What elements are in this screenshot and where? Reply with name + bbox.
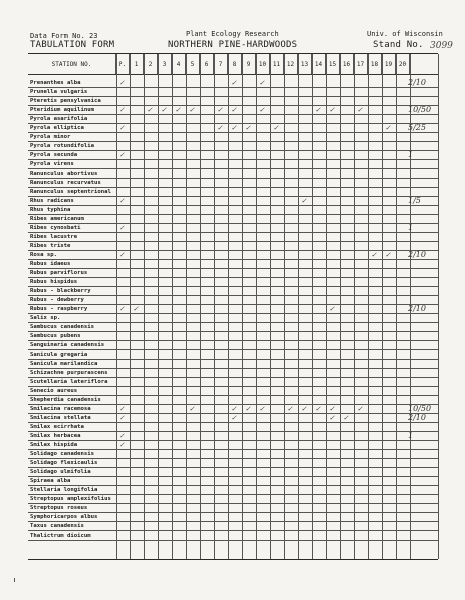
check-mark-icon: ✓ [119, 305, 125, 314]
table-row [28, 532, 438, 541]
table-row [28, 378, 438, 387]
check-mark-icon: ✓ [273, 124, 279, 133]
species-name: Prenanthes alba [30, 80, 81, 86]
check-mark-icon: ✓ [175, 106, 181, 115]
species-name: Schizachne purpurascens [30, 369, 108, 376]
species-name: Ribes americanum [30, 215, 84, 222]
species-name: Thalictrum dioicum [30, 532, 91, 539]
station-column-header: 17 [354, 54, 368, 75]
station-column-header: 6 [200, 54, 214, 75]
check-mark-icon: ✓ [301, 196, 307, 205]
row-total: 5/25 [408, 123, 426, 133]
row-total: 2/10 [408, 249, 426, 259]
row-total: 10/50 [408, 403, 432, 413]
species-name: Sanicula marilandica [30, 360, 98, 367]
table-row [28, 341, 438, 350]
species-name: Pyrola asarifolia [30, 116, 88, 123]
table-row [28, 323, 438, 332]
species-name: Pyrola elliptica [30, 125, 84, 132]
table-row [28, 224, 438, 233]
table-row [28, 260, 438, 269]
station-column-header: 15 [326, 54, 340, 75]
species-name: Ribes lacustre [30, 233, 78, 240]
station-column-header: 19 [382, 54, 396, 75]
check-mark-icon: ✓ [161, 106, 167, 115]
species-name: Sambucus pubens [30, 333, 81, 340]
row-total: 1 [408, 150, 414, 160]
check-mark-icon: ✓ [189, 404, 195, 413]
species-name: Stellaria longifolia [30, 487, 98, 494]
table-row [28, 468, 438, 477]
table-row [28, 115, 438, 124]
station-column-header: 1 [130, 54, 144, 75]
species-name: Solidago ulmifolia [30, 469, 91, 476]
station-column-header: 10 [256, 54, 270, 75]
check-mark-icon: ✓ [259, 79, 265, 87]
station-column-header: 16 [340, 54, 354, 75]
table-row [28, 88, 438, 97]
check-mark-icon: ✓ [119, 404, 125, 413]
row-total: 1 [408, 430, 414, 440]
species-name: Rubus - blackberry [30, 288, 91, 295]
check-mark-icon: ✓ [231, 106, 237, 115]
form-type: TABULATION FORM [30, 40, 115, 50]
species-name: Senecio aureus [30, 387, 78, 394]
table-row [28, 522, 438, 531]
species-name: Ribes cynosbati [30, 224, 81, 231]
species-name: Rubus parviflorus [30, 270, 88, 277]
check-mark-icon: ✓ [119, 151, 125, 160]
table-row [28, 314, 438, 323]
check-mark-icon: ✓ [119, 413, 125, 422]
check-mark-icon: ✓ [119, 79, 125, 87]
species-name: Rubus - dewberry [30, 297, 84, 304]
species-name: Ranunculus recurvatus [30, 179, 101, 186]
station-column-header: 20 [396, 54, 410, 75]
check-mark-icon: ✓ [259, 404, 265, 413]
row-total: 1/5 [408, 195, 421, 205]
form-number: Data Form No. 23 [30, 32, 98, 40]
check-mark-icon: ✓ [119, 124, 125, 133]
species-name: Pteridium aquilinum [30, 107, 94, 114]
table-row [28, 233, 438, 242]
table-row [28, 133, 438, 142]
check-mark-icon: ✓ [119, 223, 125, 232]
check-mark-icon: ✓ [357, 404, 363, 413]
table-row [28, 242, 438, 251]
station-column-header: 8 [228, 54, 242, 75]
station-column-header: 11 [270, 54, 284, 75]
p-column-header: P. [116, 54, 130, 75]
species-name: Streptopus roseus [30, 505, 88, 512]
table-row [28, 179, 438, 188]
species-name: Rhus typhina [30, 206, 71, 213]
check-mark-icon: ✓ [315, 404, 321, 413]
check-mark-icon: ✓ [217, 124, 223, 133]
species-name: Solidago flexicaulis [30, 460, 98, 467]
table-row [28, 206, 438, 215]
species-name: Prunella vulgaris [30, 89, 88, 96]
check-mark-icon: ✓ [231, 79, 237, 87]
station-column-header: 7 [214, 54, 228, 75]
table-row [28, 296, 438, 305]
table-row [28, 387, 438, 396]
check-mark-icon: ✓ [357, 106, 363, 115]
check-mark-icon: ✓ [315, 106, 321, 115]
table-row [28, 269, 438, 278]
table-row [28, 215, 438, 224]
table-row [28, 79, 438, 88]
species-name: Pyrola minor [30, 134, 71, 141]
species-name: Shepherdia canadensis [30, 396, 101, 403]
table-row [28, 142, 438, 151]
table-row [28, 495, 438, 504]
check-mark-icon: ✓ [147, 106, 153, 115]
species-name: Scutellaria lateriflora [30, 378, 108, 385]
check-mark-icon: ✓ [119, 196, 125, 205]
species-name: Rubus idaeus [30, 261, 71, 267]
table-row [28, 106, 438, 115]
grid-vline [438, 54, 439, 559]
table-row [28, 124, 438, 133]
check-mark-icon: ✓ [329, 404, 335, 413]
table-row [28, 450, 438, 459]
station-column-header: 9 [242, 54, 256, 75]
check-mark-icon: ✓ [259, 106, 265, 115]
table-row [28, 197, 438, 206]
table-row [28, 170, 438, 179]
station-column-header: 12 [284, 54, 298, 75]
check-mark-icon: ✓ [301, 404, 307, 413]
species-name: Streptopus amplexifolius [30, 496, 111, 503]
station-column-header: 5 [186, 54, 200, 75]
check-mark-icon: ✓ [343, 413, 349, 422]
check-mark-icon: ✓ [133, 305, 139, 314]
table-row [28, 432, 438, 441]
species-name: Sanguinaria canadensis [30, 342, 105, 349]
species-name: Pyrola rotundifolia [30, 143, 94, 150]
species-name: Rhus radicans [30, 197, 74, 204]
station-column-header: 2 [144, 54, 158, 75]
check-mark-icon: ✓ [119, 441, 125, 449]
species-name: Rubus hispidus [30, 279, 78, 286]
table-row [28, 97, 438, 106]
table-row [28, 305, 438, 314]
table-row [28, 369, 438, 378]
species-name: Smilacina stellata [30, 414, 91, 421]
check-mark-icon: ✓ [119, 106, 125, 115]
table-row [28, 513, 438, 522]
species-name: Solidago canadensis [30, 451, 94, 458]
row-total: 2/10 [408, 78, 426, 87]
species-name: Sambucus canadensis [30, 324, 94, 331]
check-mark-icon: ✓ [231, 413, 237, 422]
tally-grid [28, 53, 438, 560]
table-row [28, 405, 438, 414]
species-name: Ranunculus septentrional [30, 188, 111, 195]
station-no-header: STATION NO. [28, 54, 116, 75]
check-mark-icon: ✓ [245, 124, 251, 133]
table-row [28, 396, 438, 405]
table-row [28, 414, 438, 423]
check-mark-icon: ✓ [189, 106, 195, 115]
species-name: Sanicula gregaria [30, 351, 88, 358]
species-name: Salix sp. [30, 315, 61, 322]
row-total: 1 [408, 222, 414, 232]
species-name: Ranunculus abortivus [30, 170, 98, 177]
station-column-header: 4 [172, 54, 186, 75]
stand-number-handwritten: 3099 [430, 41, 453, 51]
table-row [28, 287, 438, 296]
check-mark-icon: ✓ [119, 431, 125, 440]
community-type: NORTHERN PINE-HARDWOODS [168, 40, 298, 50]
table-row [28, 477, 438, 486]
check-mark-icon: ✓ [119, 250, 125, 259]
station-column-header: 18 [368, 54, 382, 75]
check-mark-icon: ✓ [231, 124, 237, 133]
check-mark-icon: ✓ [329, 305, 335, 314]
species-name: Smilacina racemosa [30, 405, 91, 412]
table-row [28, 441, 438, 450]
station-column-header: 3 [158, 54, 172, 75]
table-row [28, 351, 438, 360]
check-mark-icon: ✓ [329, 413, 335, 422]
species-name: Taxus canadensis [30, 523, 84, 530]
species-name: Pyrola virens [30, 161, 74, 168]
row-total: 10/50 [408, 105, 432, 115]
check-mark-icon: ✓ [371, 250, 377, 259]
margin-tick [14, 578, 15, 582]
check-mark-icon: ✓ [287, 404, 293, 413]
species-name: Ribes triste [30, 242, 71, 249]
species-name: Symphoricarpos albus [30, 514, 98, 521]
row-total: 2/10 [408, 304, 426, 314]
check-mark-icon: ✓ [217, 106, 223, 115]
species-name: Rubus - raspberry [30, 306, 88, 313]
check-mark-icon: ✓ [231, 404, 237, 413]
row-total: 2/10 [408, 412, 426, 422]
species-name: Smilax ecirrhata [30, 423, 84, 430]
table-row [28, 486, 438, 495]
check-mark-icon: ✓ [329, 106, 335, 115]
table-row [28, 504, 438, 513]
table-row [28, 332, 438, 341]
table-row [28, 251, 438, 260]
table-row [28, 188, 438, 197]
table-row [28, 160, 438, 169]
check-mark-icon: ✓ [245, 404, 251, 413]
species-name: Pyrola secunda [30, 152, 78, 159]
check-mark-icon: ✓ [385, 124, 391, 133]
station-column-header: 13 [298, 54, 312, 75]
institution: Univ. of Wisconsin [367, 30, 443, 38]
table-row [28, 151, 438, 160]
species-name: Smilax hispida [30, 442, 78, 448]
stand-label: Stand No. [373, 40, 424, 50]
species-name: Rosa sp. [30, 251, 57, 258]
table-row [28, 459, 438, 468]
table-row [28, 278, 438, 287]
table-row [28, 423, 438, 432]
species-name: Spiraea alba [30, 478, 71, 485]
table-row [28, 360, 438, 369]
research-title: Plant Ecology Research [186, 30, 279, 38]
station-column-header: 14 [312, 54, 326, 75]
check-mark-icon: ✓ [385, 250, 391, 259]
header-row [28, 54, 438, 75]
species-name: Smilax herbacea [30, 432, 81, 439]
species-name: Pteretis pensylvanica [30, 98, 101, 105]
